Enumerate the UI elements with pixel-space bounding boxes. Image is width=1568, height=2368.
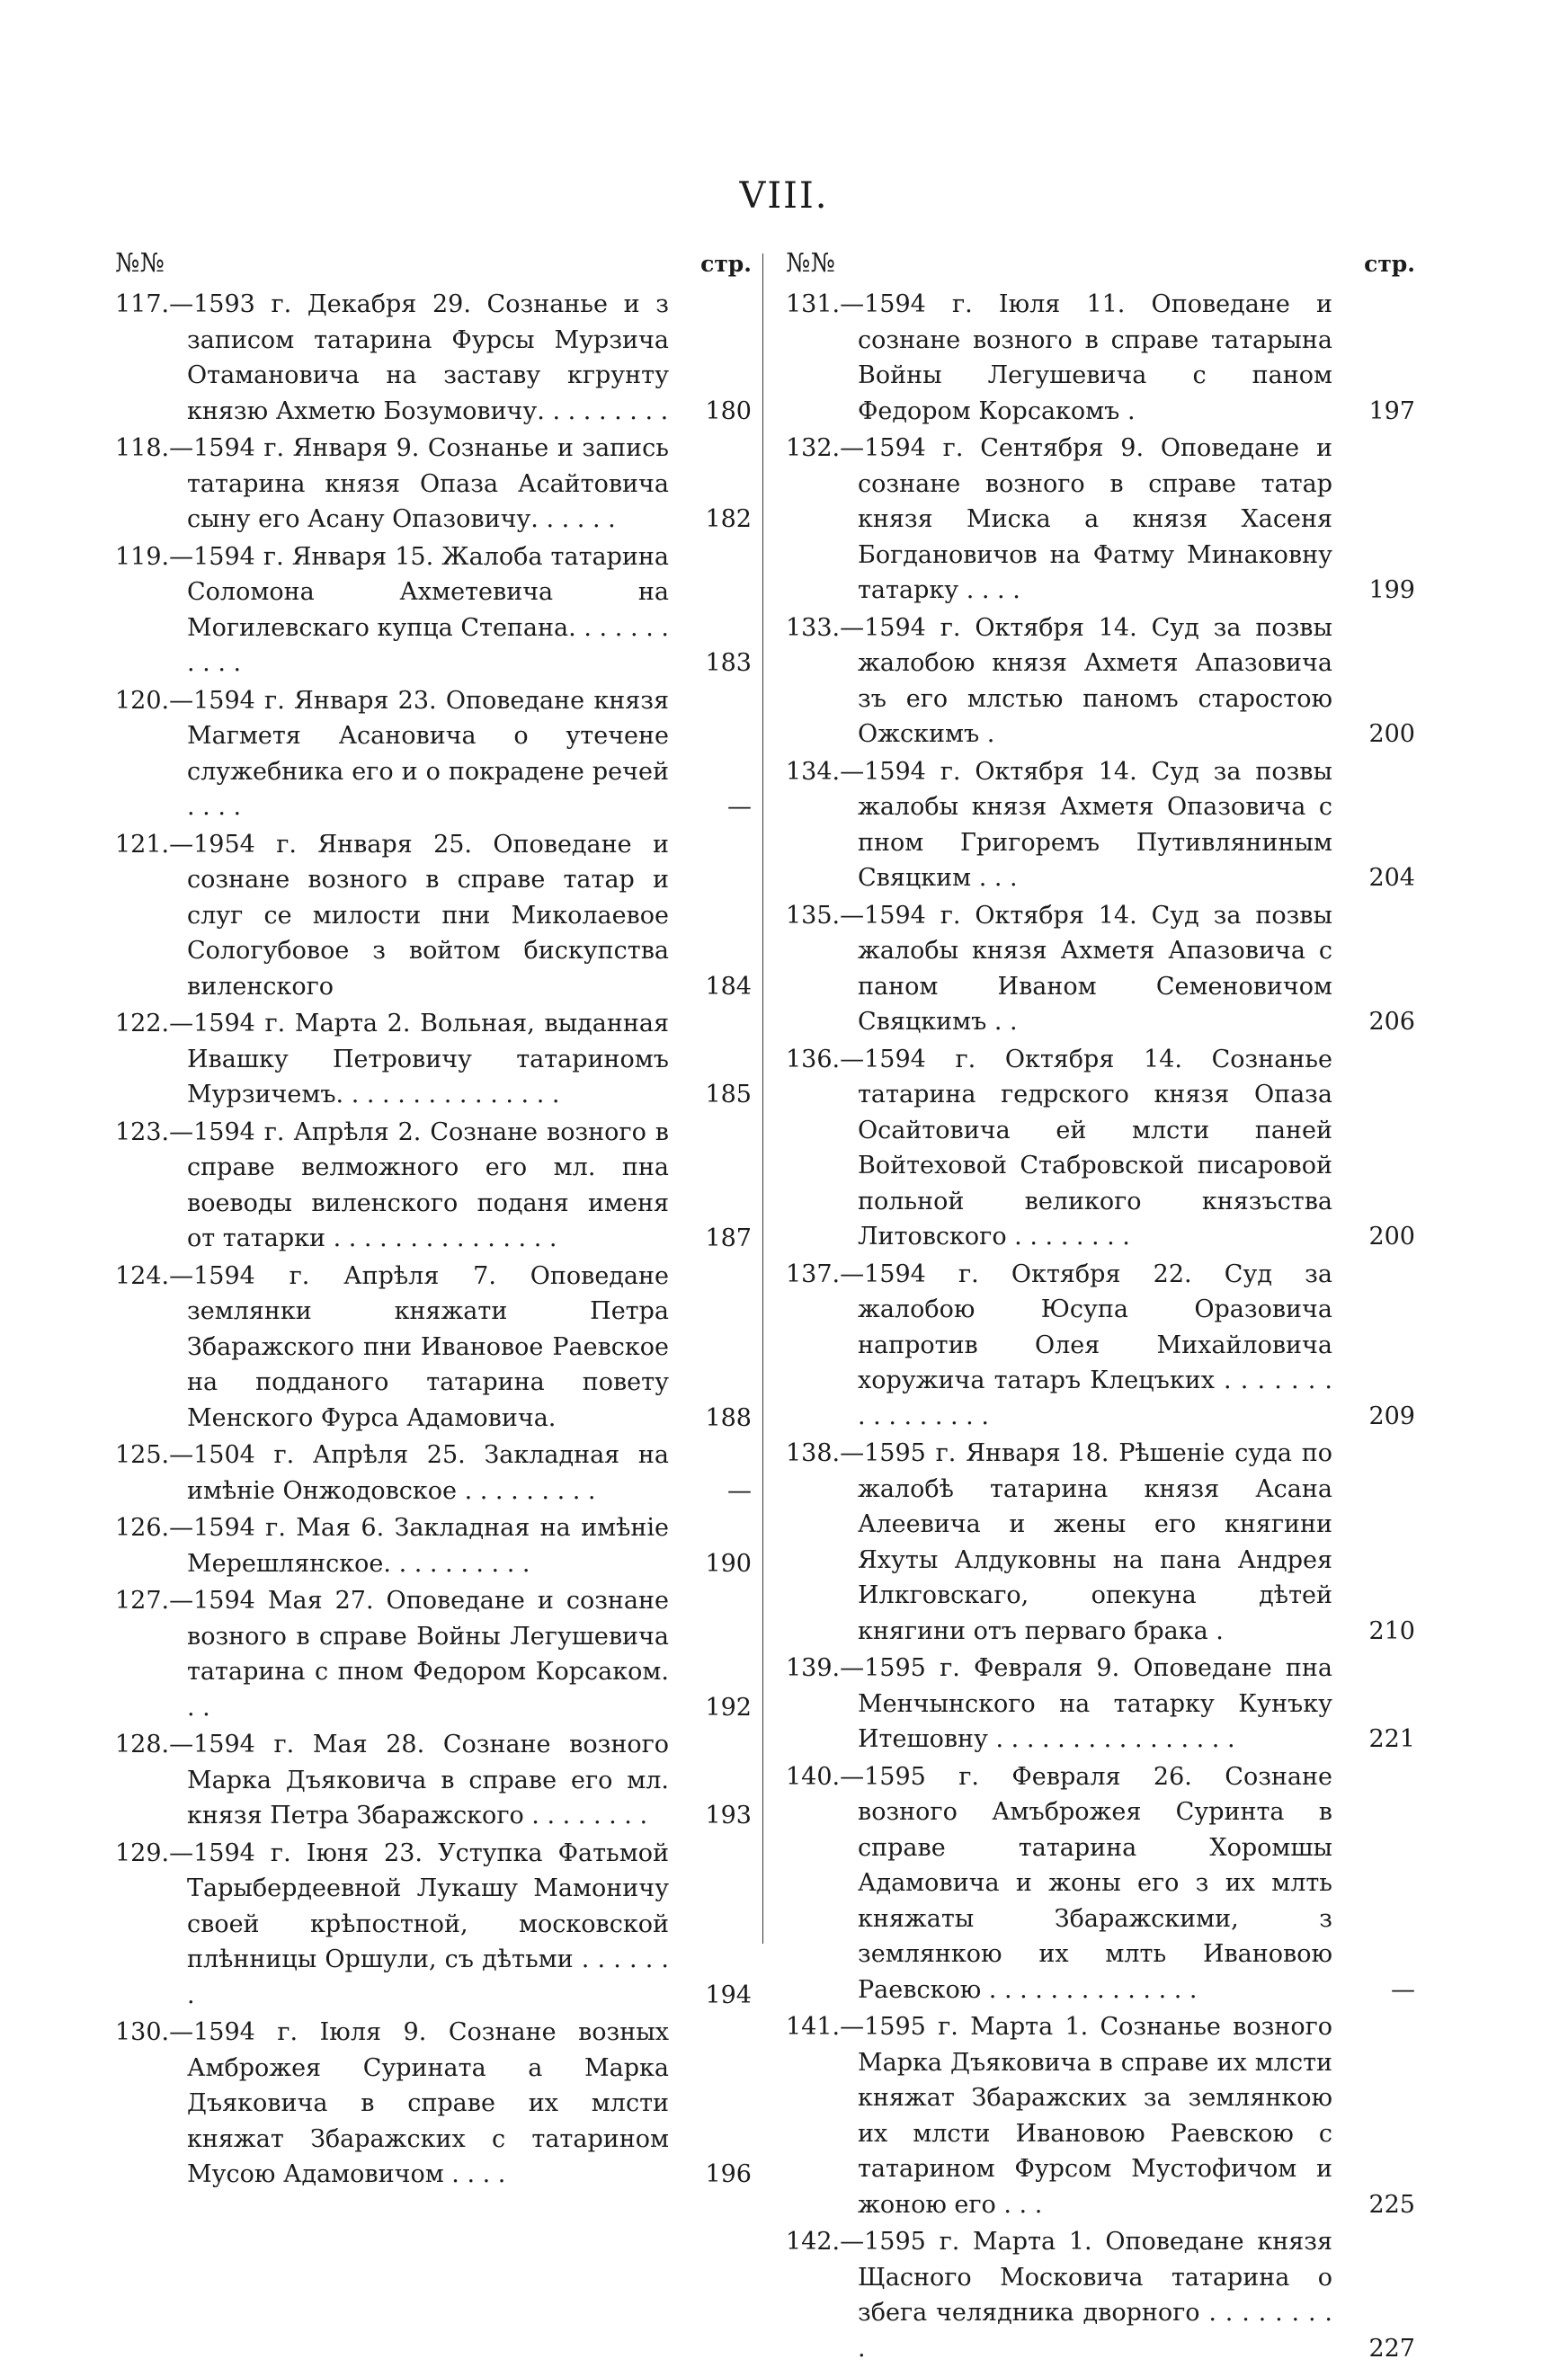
entry-page-number: 197 — [1368, 396, 1415, 425]
entry-title: 122.—1594 г. Марта 2. Вольная, выданная Ивашку Петровичу татариномъ Мурзичемъ. . . . . . . . . . . . . . . — [115, 1010, 669, 1108]
number-column-label: №№ — [115, 247, 165, 278]
toc-entry — [786, 431, 1415, 609]
entry-page-number: 194 — [705, 1981, 752, 2009]
toc-entry — [786, 610, 1415, 752]
column-divider — [762, 254, 763, 1944]
toc-entry — [786, 1042, 1415, 1255]
entry-title: 139.—1595 г. Февраля 9. Оповедане пна Менчынского на татарку Кунъку Итешовну . . . . . . . . . . . . . . . . — [786, 1654, 1332, 1753]
entry-page-number: 187 — [705, 1224, 752, 1252]
toc-entry — [786, 754, 1415, 896]
entry-page-number: 192 — [705, 1693, 752, 1722]
entry-page-number: — — [727, 793, 752, 821]
toc-entry — [786, 1759, 1415, 2008]
entry-page-number: 182 — [705, 505, 752, 533]
toc-entry — [115, 1438, 752, 1509]
entry-title: 129.—1594 г. Іюня 23. Уступка Фатьмой Тарыбердеевной Лукашу Мамоничу своей крѣпостной, московской плѣнницы Оршули, съ дѣтьми . . . . . . . — [115, 1838, 669, 2009]
entry-page-number: 180 — [705, 396, 752, 425]
toc-entry — [786, 898, 1415, 1040]
toc-entry — [786, 2009, 1415, 2222]
entry-page-number: 184 — [705, 972, 752, 1001]
entry-title: 133.—1594 г. Октября 14. Суд за позвы жалобою князя Ахметя Апазовича зъ его млстью паномъ старостою Ожскимъ . — [786, 613, 1332, 748]
page-number: VIII. — [739, 175, 829, 217]
entry-title: 140.—1595 г. Февраля 26. Сознане возного Амъброжея Суринта в справе татарина Хоромшы Адамовича и жоны его з их млть княжаты Збаражскими, з землянкою их млть Ивановою Раевскою . . . . . . . . . . . . . . — [786, 1762, 1332, 2004]
entry-page-number: 210 — [1368, 1616, 1415, 1645]
entry-page-number: 190 — [705, 1549, 752, 1578]
entry-page-number: 183 — [705, 649, 752, 677]
entry-page-number: 193 — [705, 1802, 752, 1829]
entry-title: 121.—1954 г. Января 25. Оповедане и сознане возного в справе татар и слуг се милости пни Миколаевое Сологубовое з войтом бискупства виленского — [115, 830, 669, 1001]
entry-page-number: 225 — [1368, 2190, 1415, 2219]
toc-entry — [115, 1836, 752, 2014]
entry-page-number: 209 — [1368, 1402, 1415, 1430]
left-column-header — [115, 247, 752, 287]
toc-entry — [115, 431, 752, 538]
entry-page-number: 200 — [1368, 720, 1415, 748]
entry-title: 119.—1594 г. Января 15. Жалоба татарина Соломона Ахметевича на Могилевскаго купца Степана. . . . . . . . . . . — [115, 542, 669, 677]
entry-page-number: 196 — [705, 2160, 752, 2188]
right-column-header — [786, 247, 1415, 287]
toc-entry — [115, 683, 752, 825]
toc-entry — [115, 1259, 752, 1437]
entry-page-number: 206 — [1368, 1008, 1415, 1036]
right-column — [786, 247, 1415, 2368]
entry-page-number: 221 — [1368, 1725, 1415, 1753]
toc-entry — [115, 287, 752, 429]
entry-title: 130.—1594 г. Іюля 9. Сознане возных Амброжея Сурината а Марка Дъяковича в справе их млсти княжат Збаражских с татарином Мусою Адамовичом . . . . — [115, 2018, 669, 2188]
left-column — [115, 247, 752, 2194]
toc-entry — [786, 1436, 1415, 1649]
number-column-label: №№ — [786, 247, 835, 278]
entry-page-number: 227 — [1368, 2334, 1415, 2363]
entry-title: 128.—1594 г. Мая 28. Сознане возного Марка Дъяковича в справе его мл. князя Петра Збаражского . . . . . . . . — [115, 1731, 669, 1829]
entry-title: 138.—1595 г. Января 18. Рѣшеніе суда по жалобѣ татарина князя Асана Алеевича и жены его княгини Яхуты Алдуковны на пана Андрея Илкговскаго, опекуна дѣтей княгини отъ перваго брака . — [786, 1439, 1332, 1645]
entry-page-number: 200 — [1368, 1223, 1415, 1251]
right-entry-list — [786, 287, 1415, 2366]
page-column-label: стр. — [1364, 251, 1415, 277]
entry-page-number: 185 — [705, 1081, 752, 1108]
toc-entry — [115, 1006, 752, 1113]
entry-page-number: — — [727, 1476, 752, 1505]
entry-title: 124.—1594 г. Апрѣля 7. Оповедане землянки княжати Петра Збаражского пни Ивановое Раевское на подданого татарина повету Менского Фурса Адамовича. — [115, 1261, 669, 1432]
entry-page-number: — — [1391, 1975, 1415, 2004]
toc-entry — [115, 1583, 752, 1725]
entry-title: 135.—1594 г. Октября 14. Суд за позвы жалобы князя Ахметя Апазовича с паном Иваном Семеновичом Свяцкимъ . . — [786, 901, 1332, 1036]
toc-entry — [115, 1510, 752, 1581]
entry-title: 120.—1594 г. Января 23. Оповедане князя Магметя Асановича о утечене служебника его и о покрадене речей . . . . — [115, 686, 669, 821]
toc-entry — [115, 1115, 752, 1257]
page-column-label: стр. — [700, 251, 752, 277]
toc-entry — [786, 287, 1415, 429]
toc-entry — [115, 827, 752, 1005]
entry-title: 123.—1594 г. Апрѣля 2. Сознане возного в справе велможного его мл. пна воеводы виленского поданя именя от татарки . . . . . . . . . . . . . . . — [115, 1117, 669, 1252]
entry-page-number: 188 — [705, 1403, 752, 1432]
entry-title: 125.—1504 г. Апрѣля 25. Закладная на имѣніе Онжодовское . . . . . . . . . — [115, 1441, 669, 1505]
entry-title: 127.—1594 Мая 27. Оповедане и сознане возного в справе Войны Легушевича татарина с пном Федором Корсаком. . . — [115, 1587, 669, 1722]
entry-title: 136.—1594 г. Октября 14. Сознанье татарина гедрского князя Опаза Осайтовича ей млсти паней Войтеховой Стабровской писаровой польной великого князъства Литовского . . . . . . . . — [786, 1045, 1332, 1251]
entry-title: 118.—1594 г. Января 9. Сознанье и запись татарина князя Опаза Асайтовича сыну его Асану Опазовичу. . . . . . — [115, 434, 669, 533]
entry-title: 137.—1594 г. Октября 22. Суд за жалобою Юсупа Оразовича напротив Олея Михайловича хоружича татаръ Клецъких . . . . . . . . . . . . . . . . — [786, 1260, 1332, 1430]
entry-page-number: 199 — [1368, 576, 1415, 604]
entry-title: 142.—1595 г. Марта 1. Оповедане князя Щасного Московича татарина о збега челядника дворного . . . . . . . . . — [786, 2228, 1332, 2363]
toc-entry — [786, 1257, 1415, 1435]
entry-title: 141.—1595 г. Марта 1. Сознанье возного Марка Дъяковича в справе их млсти княжат Збаражских за землянкою их млсти Ивановою Раевскою с татарином Фурсом Мустофичом и жоною его . . . — [786, 2013, 1332, 2219]
entry-title: 134.—1594 г. Октября 14. Суд за позвы жалобы князя Ахметя Опазовича с пном Григоремъ Путивляниным Свяцким . . . — [786, 757, 1332, 892]
entry-title: 117.—1593 г. Декабря 29. Сознанье и з записом татарина Фурсы Мурзича Отамановича на заставу кгрунту князю Ахметю Бозумовичу. . . . . . . . . — [115, 290, 669, 425]
toc-entry — [115, 539, 752, 681]
toc-entry — [786, 2224, 1415, 2366]
toc-entry — [786, 1651, 1415, 1758]
left-entry-list — [115, 287, 752, 2193]
entry-title: 126.—1594 г. Мая 6. Закладная на имѣніе Мерешлянское. . . . . . . . . . — [115, 1514, 669, 1578]
entry-title: 131.—1594 г. Іюля 11. Оповедане и сознане возного в справе татарына Войны Легушевича с паном Федором Корсакомъ . — [786, 290, 1332, 425]
toc-entry — [115, 2015, 752, 2193]
entry-title: 132.—1594 г. Сентября 9. Оповедане и сознане возного в справе татар князя Миска а князя Хасеня Богдановичов на Фатму Минаковну татарку . . . . — [786, 434, 1332, 604]
entry-page-number: 204 — [1368, 864, 1415, 892]
toc-entry — [115, 1727, 752, 1834]
